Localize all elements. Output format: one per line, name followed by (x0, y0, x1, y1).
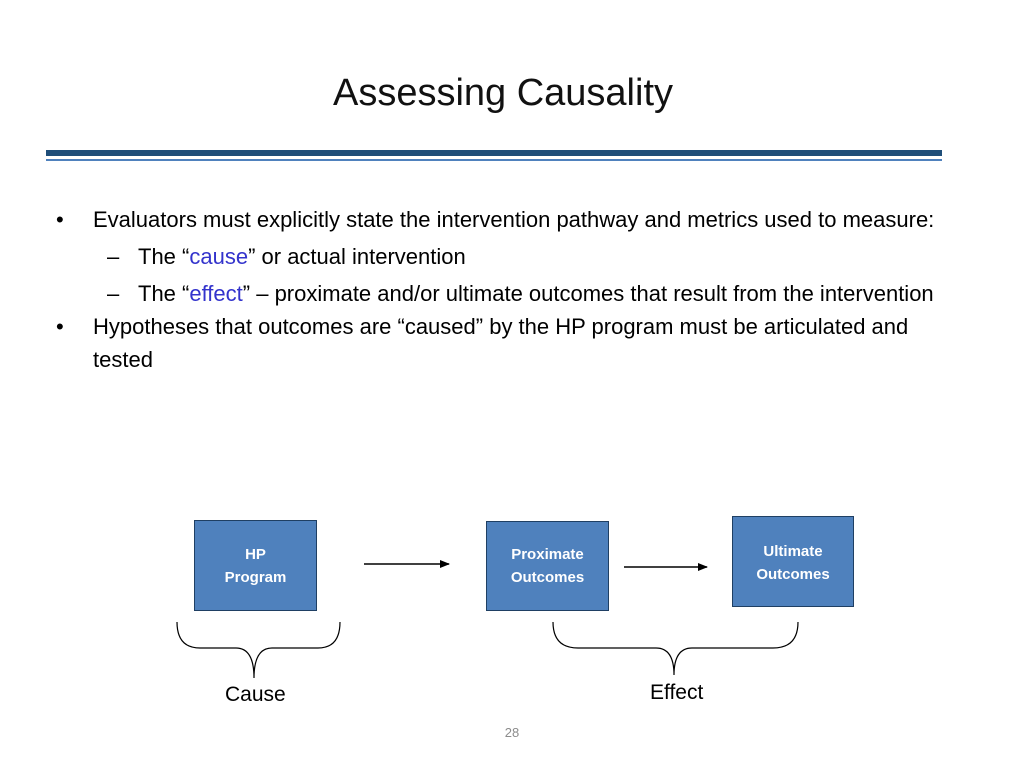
highlight-effect: effect (189, 281, 243, 306)
hp-program-box (194, 520, 317, 611)
bullet-text: Hypotheses that outcomes are “caused” by the HP program must be articulated and tested (93, 314, 909, 372)
box-label: Program (224, 568, 287, 586)
box-label: Outcomes (510, 569, 585, 586)
bullet-mark: • (56, 314, 64, 339)
proximate-outcomes-box (486, 521, 609, 611)
brace-cause (177, 622, 340, 678)
box-label: Proximate (511, 546, 584, 563)
cause-label: Cause (225, 683, 286, 706)
sub-bullet-post: ” – proximate and/or ultimate outcomes that result from the intervention (242, 281, 934, 306)
bullet-text: Evaluators must explicitly state the intervention pathway and metrics used to measure: (93, 207, 935, 232)
effect-label: Effect (650, 681, 704, 704)
dash-mark: – (107, 244, 120, 269)
box-label: Ultimate (763, 543, 823, 560)
bullet-mark: • (56, 207, 64, 232)
page-number: 28 (504, 725, 520, 740)
sub-bullet-pre: The “ (138, 244, 190, 269)
box-label: HP (245, 545, 266, 563)
dash-mark: – (107, 281, 120, 306)
sub-bullet-pre: The “ (138, 281, 190, 306)
ultimate-outcomes-box (732, 516, 854, 607)
brace-effect (553, 622, 798, 675)
sub-bullet-post: ” or actual intervention (248, 244, 466, 269)
highlight-cause: cause (189, 244, 249, 269)
slide-title: Assessing Causality (332, 72, 674, 114)
box-label: Outcomes (756, 566, 830, 583)
